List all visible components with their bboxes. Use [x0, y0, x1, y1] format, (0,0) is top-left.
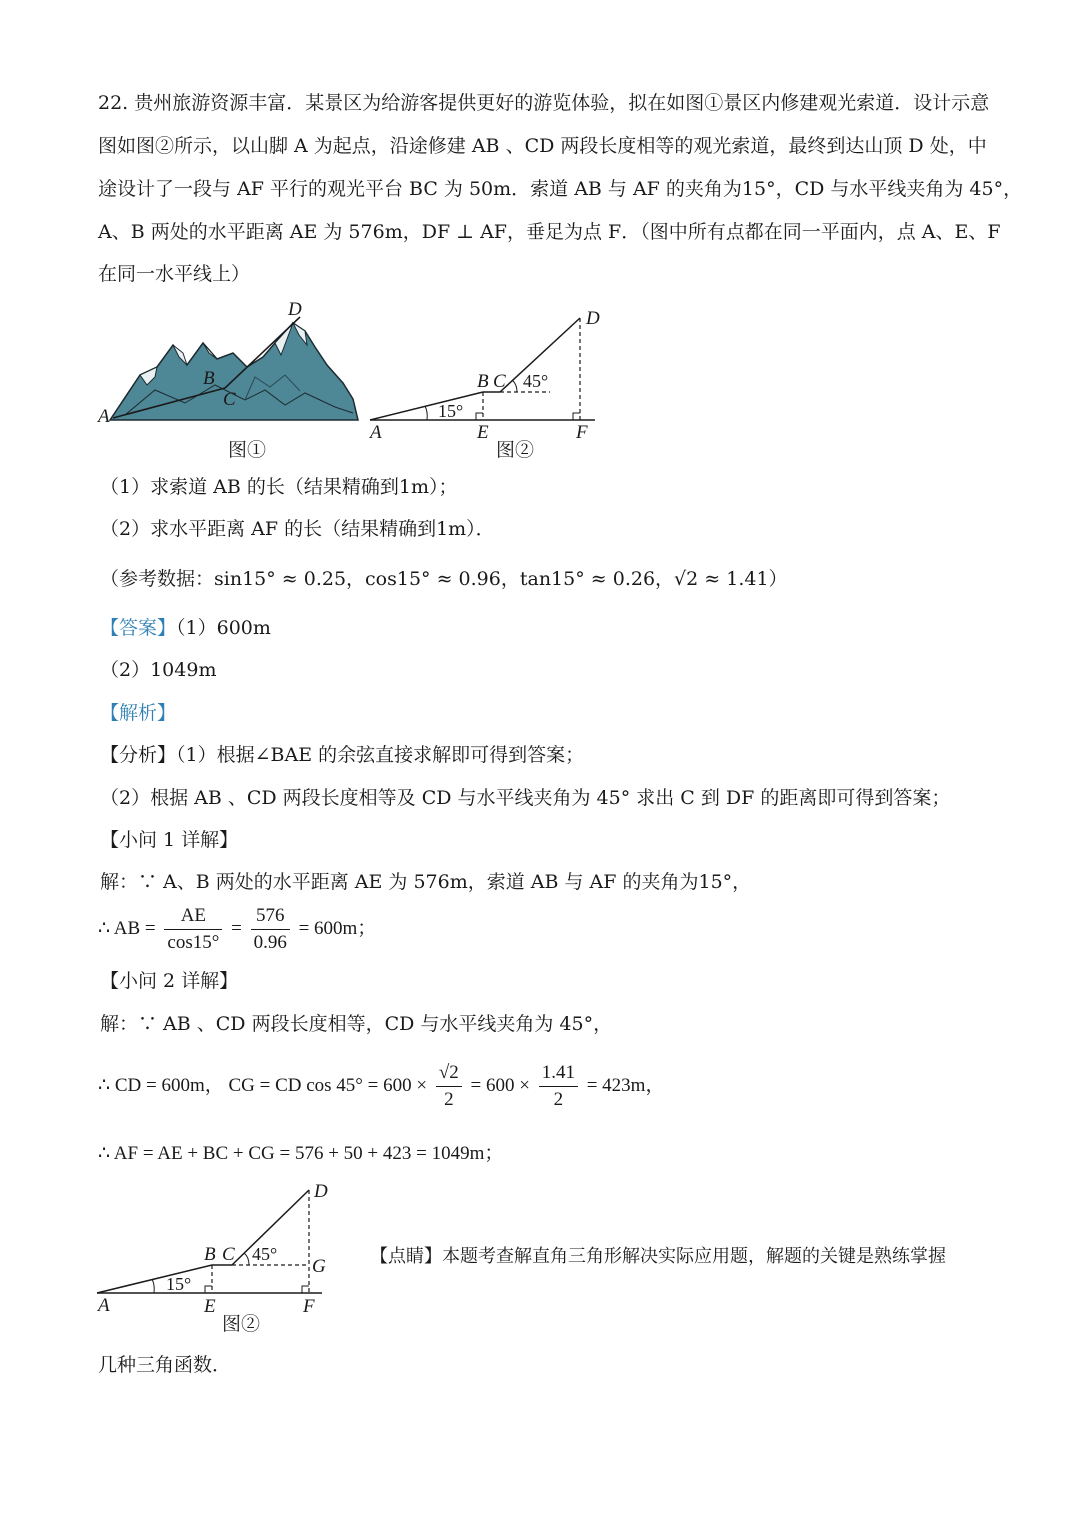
right-angle-f [573, 413, 580, 420]
answer-tag: 【答案】 [100, 617, 177, 639]
dianjing-1: 本题考查解直角三角形解决实际应用题，解题的关键是熟练掌握 [442, 1246, 946, 1267]
sub1-line: 解：∵ A、B 两处的水平距离 AE 为 576m，索道 AB 与 AF 的夹角为15°， [100, 871, 752, 893]
fig1-label-d: D [288, 299, 302, 320]
fig2-label-f: F [576, 422, 588, 443]
sub1-eq-lhs: ∴ AB = [98, 917, 156, 939]
sub1-eq-mid: = [231, 917, 242, 939]
sub2-eq-mid: = 600 × [470, 1074, 530, 1096]
angle-arc-45 [512, 380, 517, 392]
fig2-label-angle45: 45° [523, 371, 549, 391]
problem-line-4: A、B 两处的水平距离 AE 为 576m，DF ⊥ AF，垂足为点 F．（图中所有点都在同一平面内，点 A、E、F [98, 221, 1001, 243]
fig2b-label-g: G [312, 1256, 326, 1277]
fig2-label-e: E [477, 422, 489, 443]
analysis-tag: 【解析】 [100, 702, 177, 724]
sub2-frac2-den: 2 [553, 1089, 564, 1110]
figure-2-caption: 图② [496, 439, 535, 461]
angle-arc-15-2 [152, 1279, 154, 1293]
fig2b-label-angle45: 45° [252, 1244, 278, 1264]
fenxi-tag: 【分析】 [100, 744, 177, 766]
sub1-frac1-num: AE [164, 903, 222, 930]
fig1-label-b: B [203, 368, 215, 389]
answer-1: （1）600m [176, 617, 271, 639]
fig2b-label-b: B [204, 1244, 216, 1265]
figure-1-caption: 图① [228, 439, 267, 461]
sub2-frac1-den: 2 [444, 1089, 454, 1110]
sub1-frac2-num: 576 [251, 903, 290, 930]
fig1-label-c: C [223, 389, 236, 410]
sub2-frac1-num: √2 [436, 1060, 462, 1087]
fig2-label-angle15: 15° [438, 401, 464, 421]
problem-line-1: 22. 贵州旅游资源丰富．某景区为给游客提供更好的游览体验，拟在如图①景区内修建观光索道．设计示意 [98, 92, 990, 114]
figure-2-with-g [92, 1180, 342, 1325]
answer-2: （2）1049m [100, 659, 217, 681]
fenxi-2: （2）根据 AB 、CD 两段长度相等及 CD 与水平线夹角为 45° 求出 C 到 DF 的距离即可得到答案； [100, 787, 951, 809]
angle-arc-45-2 [244, 1253, 249, 1265]
sub2-eq-rhs: = 423m， [586, 1074, 665, 1096]
fig2-label-c: C [493, 371, 506, 392]
question-1: （1）求索道 AB 的长（结果精确到1m）； [100, 476, 458, 498]
fig2-label-d: D [586, 308, 600, 329]
right-angle-f-2 [302, 1286, 309, 1293]
right-angle-e-2 [205, 1286, 212, 1293]
sub2-equation [98, 1060, 664, 1113]
problem-line-2: 图如图②所示，以山脚 A 为起点，沿途修建 AB 、CD 两段长度相等的观光索道，最终到达山顶 D 处，中 [98, 135, 987, 157]
problem-line-3: 途设计了一段与 AF 平行的观光平台 BC 为 50m．索道 AB 与 AF 的夹角为15°，CD 与水平线夹角为 45°， [98, 178, 1023, 200]
problem-line-5: 在同一水平线上） [98, 263, 251, 285]
sub1-frac-1 [164, 903, 222, 956]
sub1-frac1-den: cos15° [167, 932, 220, 953]
dianjing-2: 几种三角函数． [98, 1354, 232, 1376]
reference-data: （参考数据：sin15° ≈ 0.25，cos15° ≈ 0.96，tan15° ≈ 0.26，√2 ≈ 1.41） [100, 568, 788, 590]
right-angle-e [476, 413, 483, 420]
sub2-eq-lhs: ∴ CD = 600m， CG = CD cos 45° = 600 × [98, 1074, 428, 1096]
answer-line-1 [100, 615, 271, 641]
fig2-label-b: B [477, 371, 489, 392]
figure-2b-caption: 图② [222, 1313, 261, 1335]
fig1-label-a: A [98, 406, 110, 427]
fig2b-label-d: D [314, 1181, 328, 1202]
fig2-label-a: A [370, 422, 382, 443]
fig2b-label-e: E [204, 1296, 216, 1317]
fenxi-line-1 [100, 742, 584, 768]
figure-2-schematic [365, 300, 615, 445]
sub1-equation [98, 903, 376, 956]
sub1-eq-rhs: = 600m； [298, 917, 377, 939]
sub2-tag: 【小问 2 详解】 [100, 970, 239, 992]
sub1-frac2-den: 0.96 [253, 932, 287, 953]
segment-ab [370, 392, 483, 420]
sub2-line: 解：∵ AB 、CD 两段长度相等，CD 与水平线夹角为 45°， [100, 1013, 613, 1035]
sub2-frac-1 [436, 1060, 462, 1113]
sub1-tag: 【小问 1 详解】 [100, 829, 239, 851]
question-2: （2）求水平距离 AF 的长（结果精确到1m）． [100, 518, 495, 540]
fig2b-label-a: A [98, 1295, 110, 1316]
dianjing-line-1 [370, 1244, 946, 1270]
dianjing-tag: 【点睛】 [370, 1246, 442, 1267]
sub2-frac-2 [539, 1060, 578, 1113]
fenxi-1: （1）根据∠BAE 的余弦直接求解即可得到答案； [176, 744, 585, 766]
fig2b-label-c: C [222, 1244, 235, 1265]
sub2-frac2-num: 1.41 [539, 1060, 578, 1087]
sub1-frac-2 [251, 903, 290, 956]
fig2b-label-angle15: 15° [166, 1274, 192, 1294]
angle-arc-15 [425, 406, 427, 420]
fig2b-label-f: F [303, 1296, 315, 1317]
sub2-af-equation: ∴ AF = AE + BC + CG = 576 + 50 + 423 = 1049m； [98, 1143, 504, 1164]
